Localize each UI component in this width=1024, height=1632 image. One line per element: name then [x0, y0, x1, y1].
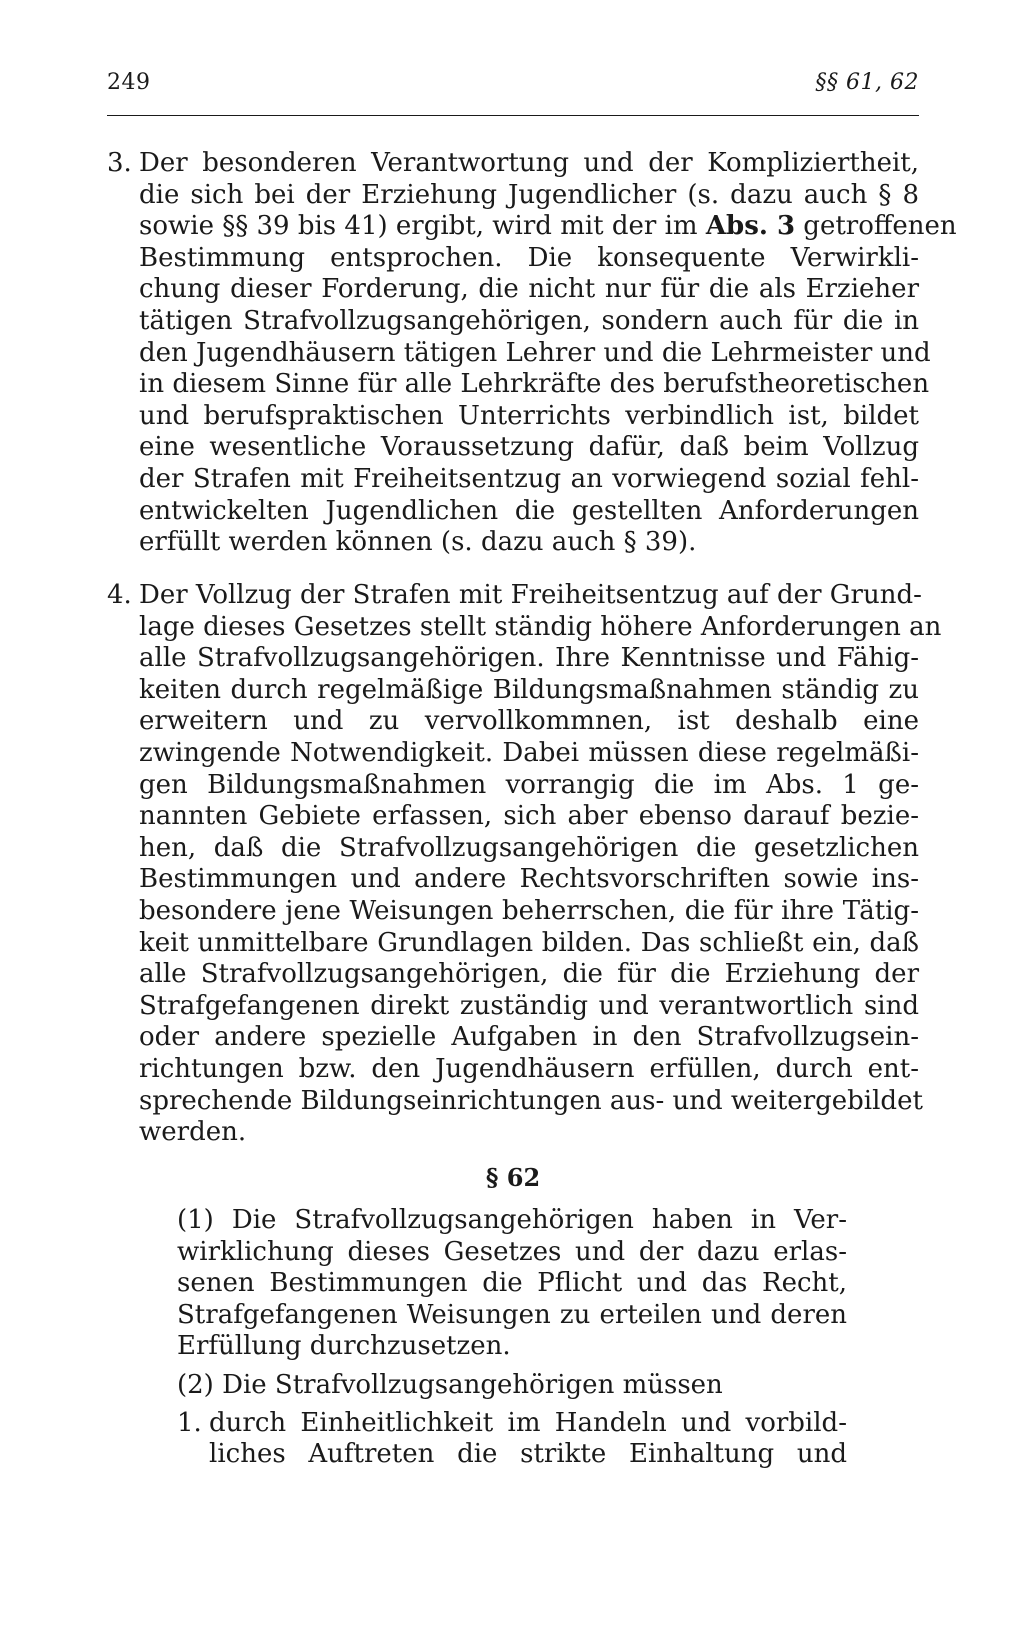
text-line: durch Einheitlichkeit im Handeln und vorbild-	[209, 1407, 847, 1438]
text-line: den Jugendhäusern tätigen Lehrer und die Lehrmeister und	[139, 337, 931, 368]
text-line: chung dieser Forderung, die nicht nur für die als Erzieher	[139, 274, 919, 305]
item-number: 3.	[107, 148, 132, 178]
page-number: 249	[107, 70, 151, 95]
commentary-item-3	[107, 148, 957, 559]
text-line: lage dieses Gesetzes stellt ständig höhere Anforderungen an	[139, 611, 942, 642]
text-line: die sich bei der Erziehung Jugendlicher (s. dazu auch § 8	[139, 179, 919, 210]
running-head: §§ 61, 62	[815, 70, 919, 95]
text-line: (2) Die Strafvollzugsangehörigen müssen	[177, 1370, 723, 1400]
section-62-paragraph-1	[177, 1205, 847, 1363]
item-number: 4.	[107, 580, 132, 610]
text-line: Bestimmungen und andere Rechtsvorschriften sowie ins-	[139, 864, 919, 895]
text-line: der Strafen mit Freiheitsentzug an vorwiegend sozial fehl-	[139, 463, 919, 494]
text-line: sprechende Bildungseinrichtungen aus- und weitergebildet	[139, 1085, 923, 1116]
text-line: alle Strafvollzugsangehörigen, die für die Erziehung der	[139, 959, 919, 990]
text-line: erweitern und zu vervollkommnen, ist deshalb eine	[139, 706, 919, 737]
text-line: wirklichung dieses Gesetzes und der dazu erlas-	[177, 1236, 847, 1267]
text-line: besondere jene Weisungen beherrschen, die für ihre Tätig-	[139, 895, 919, 926]
text-line: richtungen bzw. den Jugendhäusern erfüllen, durch ent-	[139, 1053, 919, 1084]
text-line: keiten durch regelmäßige Bildungsmaßnahmen ständig zu	[139, 674, 919, 705]
bold-reference: Abs. 3	[705, 211, 796, 242]
text-line: senen Bestimmungen die Pflicht und das Recht,	[177, 1268, 847, 1299]
text-line: Strafgefangenen direkt zuständig und verantwortlich sind	[139, 990, 919, 1021]
item-number: 1.	[177, 1407, 202, 1438]
section-62-paragraph-2	[177, 1370, 847, 1471]
page-header	[107, 70, 919, 104]
text-line: (1) Die Strafvollzugsangehörigen haben in Ver-	[177, 1205, 847, 1235]
text-line: alle Strafvollzugsangehörigen. Ihre Kenntnisse und Fähig-	[139, 643, 919, 674]
section-heading: § 62	[485, 1163, 541, 1192]
header-rule	[107, 115, 919, 116]
text-line: entwickelten Jugendlichen die gestellten Anforderungen	[139, 495, 919, 526]
text-line: Der besonderen Verantwortung und der Kompliziertheit,	[139, 148, 919, 178]
text-line: und berufspraktischen Unterrichts verbindlich ist, bildet	[139, 400, 919, 431]
text-line: nannten Gebiete erfassen, sich aber ebenso darauf bezie-	[139, 801, 919, 832]
text-line: in diesem Sinne für alle Lehrkräfte des berufstheoretischen	[139, 369, 930, 400]
text-line: tätigen Strafvollzugsangehörigen, sondern auch für die in	[139, 305, 919, 336]
text-line-with-bold	[139, 211, 957, 243]
text-line: keit unmittelbare Grundlagen bilden. Das schließt ein, daß	[139, 927, 919, 958]
text-segment: sowie §§ 39 bis 41) ergibt, wird mit der im	[139, 211, 698, 242]
text-segment: getroffenen	[803, 211, 957, 242]
list-item	[177, 1408, 847, 1471]
text-line: eine wesentliche Voraussetzung dafür, daß beim Vollzug	[139, 432, 919, 463]
text-line: Strafgefangenen Weisungen zu erteilen und deren	[177, 1299, 847, 1330]
text-line: erfüllt werden können (s. dazu auch § 39).	[139, 527, 697, 558]
text-line: zwingende Notwendigkeit. Dabei müssen diese regelmäßi-	[139, 737, 919, 768]
commentary-item-4	[107, 580, 942, 1149]
text-line: oder andere spezielle Aufgaben in den Strafvollzugsein-	[139, 1022, 919, 1053]
text-line: hen, daß die Strafvollzugsangehörigen die gesetzlichen	[139, 832, 919, 863]
text-line: Der Vollzug der Strafen mit Freiheitsentzug auf der Grund-	[139, 580, 922, 610]
text-line: Bestimmung entsprochen. Die konsequente Verwirkli-	[139, 242, 919, 273]
text-line: liches Auftreten die strikte Einhaltung und	[209, 1439, 847, 1470]
text-line: gen Bildungsmaßnahmen vorrangig die im Abs. 1 ge-	[139, 769, 919, 800]
text-line: werden.	[139, 1117, 247, 1148]
text-line: Erfüllung durchzusetzen.	[177, 1331, 511, 1362]
